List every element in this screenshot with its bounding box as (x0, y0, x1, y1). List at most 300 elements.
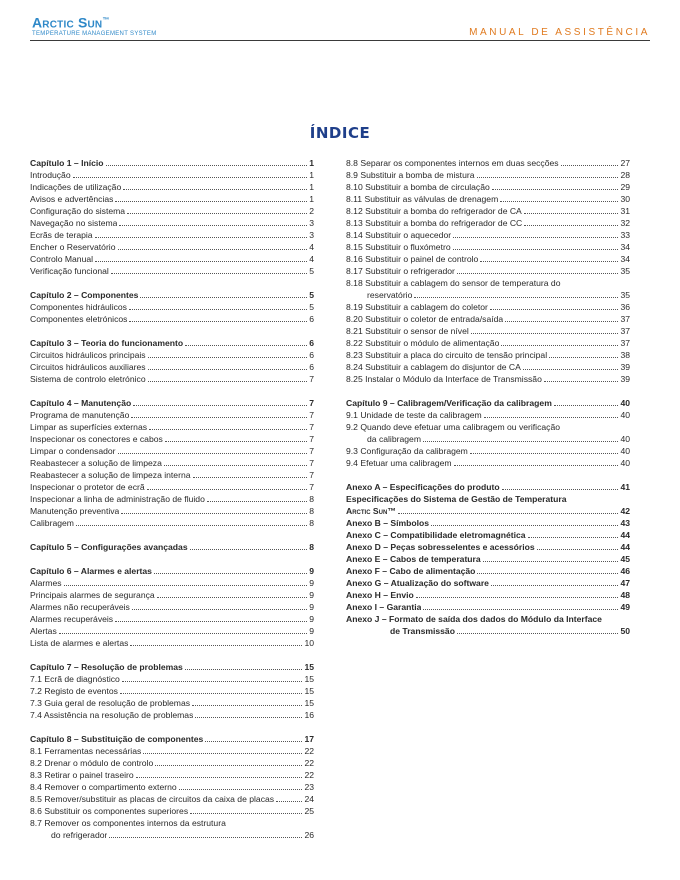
dot-leader (131, 417, 307, 418)
toc-entry-title: 8.25 Instalar o Módulo da Interface de Transmissão (346, 374, 542, 384)
toc-entry-title: Anexo C – Compatibilidade eletromagnética (346, 530, 526, 540)
toc-heading-entry[interactable] (346, 517, 630, 529)
toc-page-number: 5 (309, 302, 314, 312)
dot-leader (121, 513, 307, 514)
toc-entry[interactable] (30, 457, 314, 469)
toc-entry-title: Controlo Manual (30, 254, 94, 264)
toc-page-number: 44 (620, 530, 630, 540)
dot-leader (492, 189, 619, 190)
toc-entry[interactable] (30, 829, 314, 841)
dot-leader (193, 477, 308, 478)
dot-leader (106, 165, 308, 166)
dot-leader (414, 297, 618, 298)
toc-entry[interactable] (30, 769, 314, 781)
toc-page-number: 9 (309, 602, 314, 612)
toc-entry-title: 7.1 Ecrã de diagnóstico (30, 674, 120, 684)
toc-entry-title: Introdução (30, 170, 71, 180)
toc-entry-text[interactable]: 9.2 Quando deve efetuar uma calibragem ou verificação (346, 422, 561, 432)
toc-entry-title: Componentes hidráulicos (30, 302, 127, 312)
toc-section (30, 337, 314, 385)
toc-entry-title: Capítulo 2 – Componentes (30, 290, 139, 300)
dot-leader (179, 789, 303, 790)
dot-leader (500, 201, 618, 202)
dot-leader (544, 381, 619, 382)
toc-section (30, 289, 314, 325)
toc-page-number: 39 (620, 362, 630, 372)
toc-page-number: 23 (304, 782, 314, 792)
toc-heading-entry[interactable] (346, 625, 630, 637)
toc-entry[interactable] (30, 265, 314, 277)
toc-entry-title: Programa de manutenção (30, 410, 130, 420)
toc-entry[interactable] (346, 169, 630, 181)
dot-leader (502, 489, 619, 490)
toc-page-number: 39 (620, 374, 630, 384)
toc-entry[interactable] (346, 313, 630, 325)
toc-entry[interactable] (30, 433, 314, 445)
toc-entry-title: 8.22 Substituir o módulo de alimentação (346, 338, 500, 348)
dot-leader (118, 249, 308, 250)
toc-entry[interactable] (346, 409, 630, 421)
toc-entry[interactable] (30, 229, 314, 241)
toc-entry-title: da calibragem (367, 434, 421, 444)
dot-leader (423, 441, 618, 442)
toc-page-number: 41 (620, 482, 630, 492)
dot-leader (524, 213, 619, 214)
toc-entry-title: 9.4 Efetuar uma calibragem (346, 458, 452, 468)
toc-entry-title: 8.24 Substituir a cablagem do disjuntor de CA (346, 362, 521, 372)
dot-leader (190, 813, 302, 814)
dot-leader (129, 321, 307, 322)
dot-leader (64, 585, 308, 586)
dot-leader (398, 513, 619, 514)
toc-entry-title: 8.11 Substituir as válvulas de drenagem (346, 194, 499, 204)
dot-leader (136, 777, 303, 778)
toc-entry-title: 9.3 Configuração da calibragem (346, 446, 468, 456)
toc-page-number: 6 (309, 314, 314, 324)
toc-entry-title: 7.4 Assistência na resolução de problemas (30, 710, 194, 720)
toc-page-number: 7 (309, 398, 314, 408)
toc-entry-title: 8.16 Substituir o painel de controlo (346, 254, 479, 264)
toc-entry[interactable] (346, 265, 630, 277)
dot-leader (95, 237, 308, 238)
toc-page-number: 1 (309, 194, 314, 204)
toc-heading-entry[interactable] (30, 661, 314, 673)
toc-entry[interactable] (30, 589, 314, 601)
toc-entry-title: Anexo B – Símbolos (346, 518, 430, 528)
toc-page-number: 15 (304, 686, 314, 696)
toc-entry[interactable] (30, 577, 314, 589)
toc-heading-entry[interactable] (30, 565, 314, 577)
toc-entry[interactable] (30, 697, 314, 709)
toc-entry[interactable] (30, 361, 314, 373)
toc-heading-entry[interactable] (346, 481, 630, 493)
toc-entry[interactable] (30, 217, 314, 229)
toc-page-number: 7 (309, 458, 314, 468)
toc-entry-title: Anexo G – Atualização do software (346, 578, 489, 588)
toc-page-number: 8 (309, 494, 314, 504)
toc-entry[interactable] (346, 205, 630, 217)
toc-entry-title: reservatório (367, 290, 413, 300)
toc-page-number: 7 (309, 410, 314, 420)
toc-entry-title: de Transmissão (390, 626, 455, 636)
toc-entry-title: 8.20 Substituir o coletor de entrada/saída (346, 314, 504, 324)
dot-leader (120, 693, 303, 694)
toc-entry[interactable] (30, 469, 314, 481)
dot-leader (118, 453, 308, 454)
toc-entry[interactable] (30, 421, 314, 433)
toc-heading-entry[interactable] (30, 337, 314, 349)
dot-leader (132, 609, 307, 610)
toc-entry[interactable] (30, 241, 314, 253)
toc-page-number: 27 (620, 158, 630, 168)
toc-section (346, 481, 630, 637)
dot-leader (453, 237, 618, 238)
brand-logo (32, 14, 157, 37)
toc-page-number: 3 (309, 218, 314, 228)
toc-entry[interactable] (346, 181, 630, 193)
toc-entry[interactable] (346, 337, 630, 349)
dot-leader (453, 249, 619, 250)
toc-page-number: 37 (620, 326, 630, 336)
toc-page-number: 15 (304, 698, 314, 708)
toc-entry[interactable] (30, 445, 314, 457)
toc-entry-title: 8.3 Retirar o painel traseiro (30, 770, 134, 780)
dot-leader (457, 273, 619, 274)
toc-page-number: 6 (309, 350, 314, 360)
toc-entry-title: Capítulo 1 – Início (30, 158, 104, 168)
toc-page-number: 16 (304, 710, 314, 720)
toc-entry-text[interactable]: Anexo J – Formato de saída dos dados do Módulo da Interface (346, 614, 602, 624)
dot-leader (454, 465, 619, 466)
toc-page-number: 22 (304, 746, 314, 756)
toc-entry-title: Capítulo 4 – Manutenção (30, 398, 132, 408)
toc-section (30, 397, 314, 529)
toc-entry-title: Lista de alarmes e alertas (30, 638, 129, 648)
toc-entry-title: Capítulo 6 – Alarmes e alertas (30, 566, 152, 576)
toc-entry[interactable] (346, 157, 630, 169)
toc-page-number: 40 (620, 434, 630, 444)
toc-page-number: 9 (309, 566, 314, 576)
toc-heading-entry[interactable] (346, 577, 630, 589)
toc-entry-title: Capítulo 8 – Substituição de componentes (30, 734, 204, 744)
toc-heading-entry[interactable] (346, 529, 630, 541)
dot-leader (155, 765, 302, 766)
toc-entry[interactable] (30, 781, 314, 793)
toc-left-column (30, 157, 314, 853)
toc-entry-title: 8.21 Substituir o sensor de nível (346, 326, 469, 336)
toc-entry[interactable] (30, 793, 314, 805)
toc-entry[interactable] (30, 349, 314, 361)
toc-entry[interactable] (30, 673, 314, 685)
toc-entry-title: Capítulo 9 – Calibragem/Verificação da calibragem (346, 398, 552, 408)
toc-entry[interactable] (30, 493, 314, 505)
toc-entry[interactable] (30, 805, 314, 817)
toc-entry[interactable] (346, 301, 630, 313)
toc-entry-title: Limpar o condensador (30, 446, 116, 456)
toc-heading-entry[interactable] (346, 397, 630, 409)
toc-entry-title: 8.2 Drenar o módulo de controlo (30, 758, 154, 768)
toc-entry-title: Circuitos hidráulicos principais (30, 350, 146, 360)
toc-page-number: 8 (309, 518, 314, 528)
toc-page-number: 37 (620, 314, 630, 324)
toc-page-number: 6 (309, 362, 314, 372)
toc-page-number: 34 (620, 254, 630, 264)
toc-entry-title: Anexo E – Cabos de temperatura (346, 554, 481, 564)
toc-right-column (346, 157, 630, 649)
toc-entry-title: 9.1 Unidade de teste da calibragem (346, 410, 482, 420)
toc-page-number: 7 (309, 422, 314, 432)
toc-heading-entry[interactable] (346, 589, 630, 601)
toc-entry[interactable] (30, 313, 314, 325)
toc-entry[interactable] (30, 205, 314, 217)
toc-page-number: 37 (620, 338, 630, 348)
toc-entry-title: 8.12 Substituir a bomba do refrigerador de CA (346, 206, 522, 216)
dot-leader (490, 309, 619, 310)
toc-entry-title: Reabastecer a solução de limpeza interna (30, 470, 191, 480)
toc-entry[interactable] (30, 373, 314, 385)
toc-entry-title: Encher o Reservatório (30, 242, 116, 252)
dot-leader (109, 837, 302, 838)
toc-page-number: 47 (620, 578, 630, 588)
toc-entry-title: Inspecionar os conectores e cabos (30, 434, 163, 444)
toc-page-number: 43 (620, 518, 630, 528)
toc-page-number: 7 (309, 470, 314, 480)
dot-leader (147, 489, 308, 490)
toc-page-number: 49 (620, 602, 630, 612)
dot-leader (501, 345, 618, 346)
toc-page-number: 34 (620, 242, 630, 252)
toc-page-number: 8 (309, 542, 314, 552)
toc-entry-title: 8.23 Substituir a placa do circuito de tensão principal (346, 350, 548, 360)
toc-entry-title: Alarmes (30, 578, 62, 588)
toc-entry[interactable] (30, 169, 314, 181)
toc-entry[interactable] (346, 445, 630, 457)
dot-leader (115, 621, 307, 622)
toc-page-number: 4 (309, 242, 314, 252)
dot-leader (148, 381, 308, 382)
dot-leader (537, 549, 619, 550)
toc-page-number: 7 (309, 374, 314, 384)
dot-leader (561, 165, 619, 166)
toc-entry-title: 8.5 Remover/substituir as placas de circuitos da caixa de placas (30, 794, 275, 804)
toc-page-number: 25 (304, 806, 314, 816)
toc-section (346, 397, 630, 469)
toc-heading-entry[interactable] (30, 157, 314, 169)
dot-leader (528, 537, 619, 538)
toc-entry[interactable] (30, 409, 314, 421)
dot-leader (195, 717, 302, 718)
dot-leader (471, 333, 619, 334)
toc-entry[interactable] (30, 601, 314, 613)
toc-entry[interactable] (30, 685, 314, 697)
toc-entry-title: Navegação no sistema (30, 218, 118, 228)
dot-leader (76, 525, 307, 526)
toc-section (30, 661, 314, 721)
dot-leader (192, 705, 302, 706)
toc-entry-title: 8.6 Substituir os componentes superiores (30, 806, 189, 816)
toc-entry-title: Alarmes recuperáveis (30, 614, 114, 624)
toc-heading-entry[interactable] (346, 565, 630, 577)
toc-section (30, 541, 314, 553)
toc-page-number: 1 (309, 170, 314, 180)
toc-page-number: 40 (620, 458, 630, 468)
dot-leader (148, 357, 308, 358)
toc-entry[interactable] (346, 193, 630, 205)
toc-entry-title: Inspecionar a linha de administração de fluido (30, 494, 205, 504)
dot-leader (165, 441, 307, 442)
dot-leader (477, 177, 619, 178)
toc-entry[interactable] (346, 325, 630, 337)
toc-entry[interactable] (30, 625, 314, 637)
toc-entry[interactable] (30, 613, 314, 625)
toc-page-number: 32 (620, 218, 630, 228)
toc-heading-entry[interactable] (346, 505, 630, 517)
toc-page-number: 38 (620, 350, 630, 360)
toc-heading-entry[interactable] (346, 553, 630, 565)
page-title: ÍNDICE (309, 124, 371, 142)
toc-section (346, 157, 630, 385)
toc-entry-title: 8.10 Substituir a bomba de circulação (346, 182, 490, 192)
toc-entry-title: Principais alarmes de segurança (30, 590, 155, 600)
toc-page-number: 7 (309, 434, 314, 444)
toc-heading-entry[interactable] (346, 541, 630, 553)
toc-entry[interactable] (30, 709, 314, 721)
toc-page-number: 30 (620, 194, 630, 204)
dot-leader (185, 345, 307, 346)
toc-entry[interactable] (346, 361, 630, 373)
dot-leader (122, 681, 303, 682)
dot-leader (431, 525, 618, 526)
toc-entry[interactable] (346, 229, 630, 241)
toc-page-number: 5 (309, 290, 314, 300)
dot-leader (457, 633, 618, 634)
toc-entry-title: Componentes eletrónicos (30, 314, 128, 324)
toc-entry-text[interactable]: Especificações do Sistema de Gestão de Temperatura (346, 494, 567, 504)
dot-leader (95, 261, 307, 262)
toc-page-number: 9 (309, 590, 314, 600)
toc-entry[interactable] (30, 757, 314, 769)
toc-page-number: 5 (309, 266, 314, 276)
toc-entry-title: Anexo A – Especificações do produto (346, 482, 500, 492)
toc-entry-title: Verificação funcional (30, 266, 109, 276)
dot-leader (130, 645, 302, 646)
toc-entry-text[interactable]: 8.7 Remover os componentes internos da estrutura (30, 818, 226, 828)
toc-entry-title: 8.8 Separar os componentes internos em duas secções (346, 158, 559, 168)
toc-entry[interactable] (30, 301, 314, 313)
dot-leader (549, 357, 618, 358)
logo-subtitle: TEMPERATURE MANAGEMENT SYSTEM (32, 30, 157, 37)
toc-entry-title: Calibragem (30, 518, 74, 528)
dot-leader (148, 369, 308, 370)
toc-entry-title: Avisos e advertências (30, 194, 114, 204)
toc-entry[interactable] (346, 433, 630, 445)
toc-entry[interactable] (30, 637, 314, 649)
toc-section (30, 157, 314, 277)
toc-heading-entry[interactable] (30, 289, 314, 301)
toc-entry[interactable] (346, 349, 630, 361)
toc-page-number: 29 (620, 182, 630, 192)
toc-page-number: 44 (620, 542, 630, 552)
toc-entry-title: 8.14 Substituir o aquecedor (346, 230, 452, 240)
toc-entry-title: 7.3 Guia geral de resolução de problemas (30, 698, 191, 708)
toc-entry-title: Anexo D – Peças sobresselentes e acessórios (346, 542, 535, 552)
toc-page-number: 1 (309, 158, 314, 168)
toc-page-number: 45 (620, 554, 630, 564)
toc-heading-entry[interactable] (30, 733, 314, 745)
toc-page-number: 36 (620, 302, 630, 312)
dot-leader (129, 309, 307, 310)
toc-section (30, 565, 314, 649)
dot-leader (133, 405, 307, 406)
toc-page-number: 35 (620, 290, 630, 300)
toc-entry-title: Ecrãs de terapia (30, 230, 93, 240)
toc-entry[interactable] (346, 457, 630, 469)
toc-heading-entry[interactable] (30, 541, 314, 553)
toc-entry-title: Configuração do sistema (30, 206, 126, 216)
toc-page-number: 28 (620, 170, 630, 180)
toc-entry[interactable] (346, 289, 630, 301)
toc-entry-title: 8.1 Ferramentas necessárias (30, 746, 142, 756)
toc-entry[interactable] (30, 253, 314, 265)
toc-page-number: 35 (620, 266, 630, 276)
toc-entry-title: Manutenção preventiva (30, 506, 120, 516)
dot-leader (477, 573, 618, 574)
toc-page-number: 40 (620, 398, 630, 408)
toc-entry[interactable] (30, 745, 314, 757)
dot-leader (505, 321, 618, 322)
dot-leader (59, 633, 307, 634)
toc-page-number: 3 (309, 230, 314, 240)
dot-leader (205, 741, 302, 742)
toc-entry-title: Sistema de controlo eletrónico (30, 374, 146, 384)
dot-leader (115, 201, 307, 202)
toc-entry[interactable] (30, 517, 314, 529)
toc-entry[interactable] (346, 217, 630, 229)
toc-entry[interactable] (346, 373, 630, 385)
toc-entry-title: Arctic Sun™ (346, 506, 396, 516)
toc-entry[interactable] (30, 505, 314, 517)
toc-entry-title: Capítulo 7 – Resolução de problemas (30, 662, 183, 672)
toc-entry[interactable] (30, 181, 314, 193)
toc-entry-title: Inspecionar o protetor de ecrã (30, 482, 145, 492)
toc-entry-title: do refrigerador (51, 830, 108, 840)
toc-entry-title: Anexo H – Envio (346, 590, 414, 600)
dot-leader (416, 597, 619, 598)
dot-leader (491, 585, 618, 586)
dot-leader (484, 417, 619, 418)
toc-page-number: 33 (620, 230, 630, 240)
toc-page-number: 9 (309, 578, 314, 588)
toc-heading-entry[interactable] (30, 397, 314, 409)
toc-page-number: 40 (620, 446, 630, 456)
toc-entry[interactable] (346, 241, 630, 253)
dot-leader (127, 213, 307, 214)
toc-entry-title: Circuitos hidráulicos auxiliares (30, 362, 146, 372)
toc-entry[interactable] (30, 481, 314, 493)
dot-leader (111, 273, 307, 274)
dot-leader (140, 297, 307, 298)
toc-entry[interactable] (30, 193, 314, 205)
toc-entry[interactable] (346, 253, 630, 265)
toc-page-number: 7 (309, 446, 314, 456)
logo-name: Arctic Sun™ (32, 14, 110, 31)
dot-leader (190, 549, 308, 550)
toc-heading-entry[interactable] (346, 601, 630, 613)
dot-leader (119, 225, 307, 226)
toc-entry-title: Capítulo 5 – Configurações avançadas (30, 542, 188, 552)
toc-entry-text[interactable]: 8.18 Substituir a cablagem do sensor de temperatura do (346, 278, 561, 288)
toc-section (30, 733, 314, 841)
